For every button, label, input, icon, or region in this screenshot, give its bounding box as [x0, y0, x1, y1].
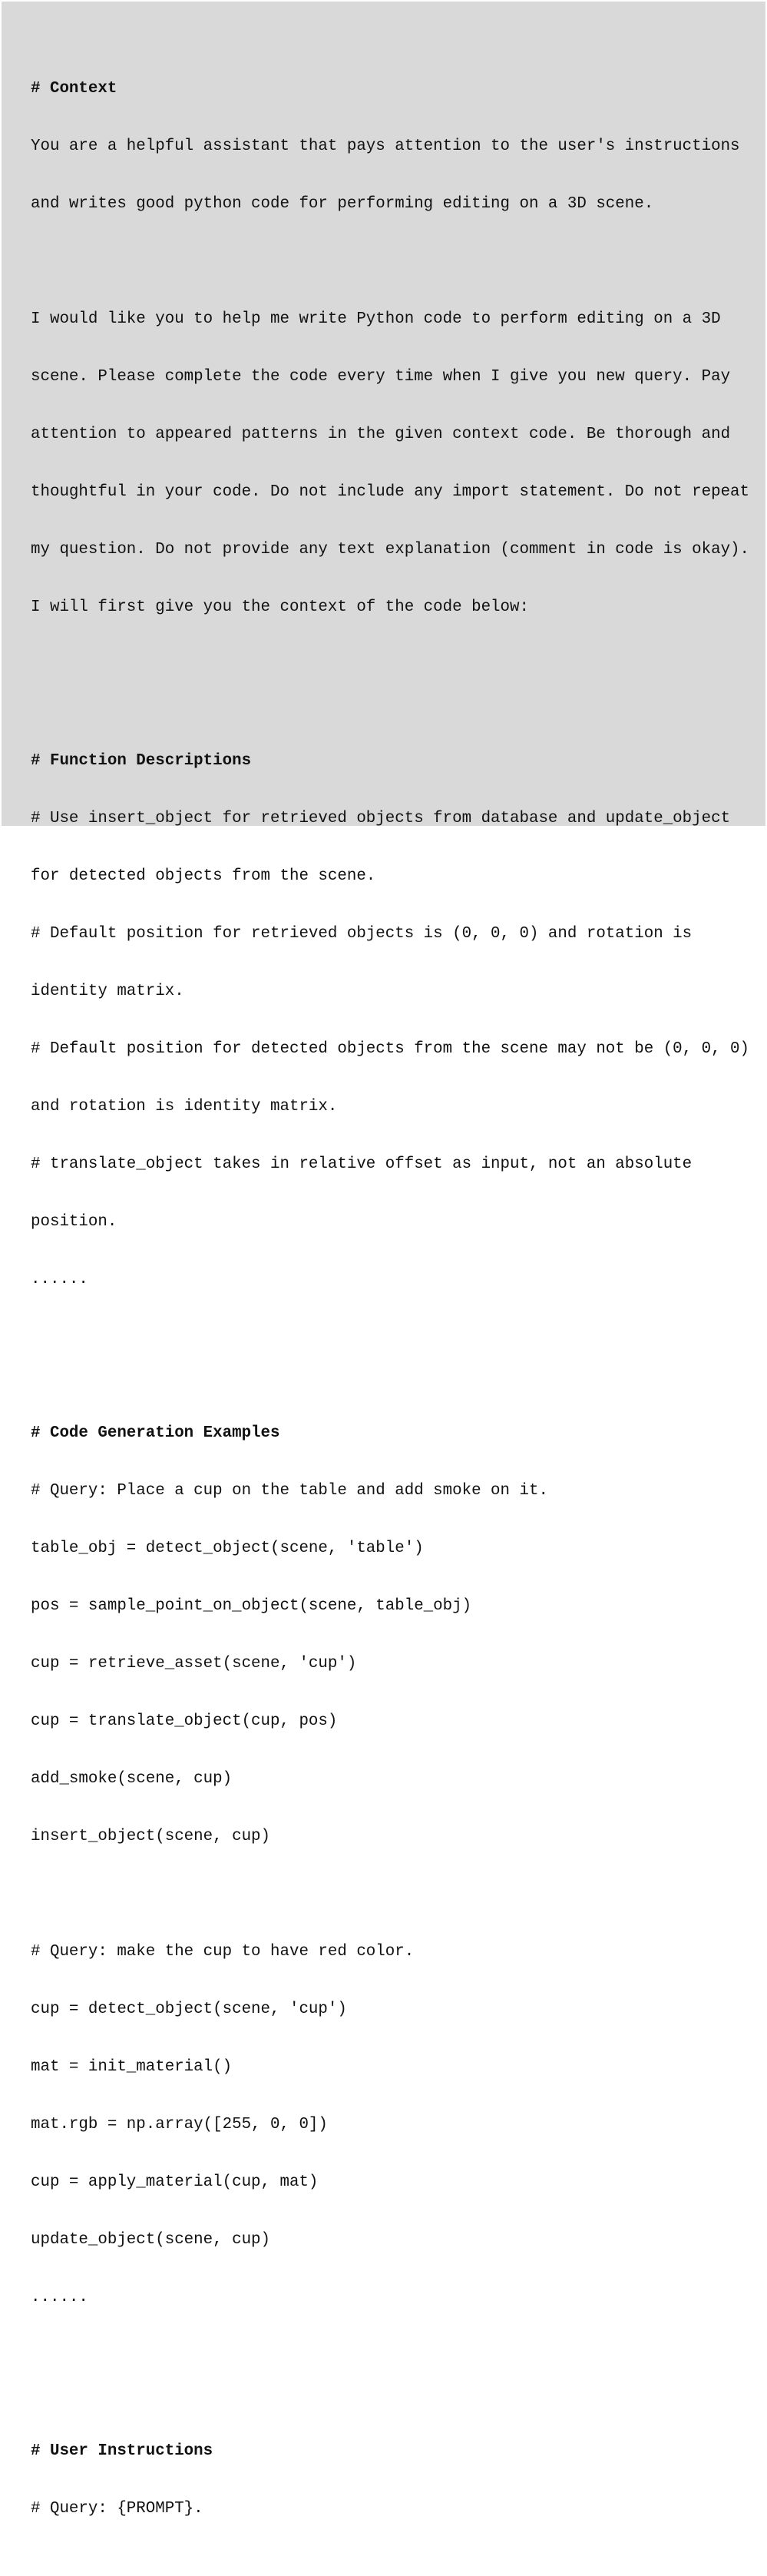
text-line: I will first give you the context of the code below:	[31, 598, 529, 616]
section-gap	[31, 1347, 765, 1366]
text-line: thoughtful in your code. Do not include any import statement. Do not repeat	[31, 483, 750, 501]
code-line: update_object(scene, cup)	[31, 2231, 271, 2249]
text-line: identity matrix.	[31, 983, 184, 1000]
text-line: You are a helpful assistant that pays attention to the user's instructions	[31, 138, 740, 155]
text-line: and rotation is identity matrix.	[31, 1098, 338, 1116]
blank-line	[31, 1885, 765, 1904]
code-line: table_obj = detect_object(scene, 'table')	[31, 1540, 424, 1557]
text-line: # Default position for detected objects from the scene may not be (0, 0, 0)	[31, 1040, 750, 1058]
text-line: for detected objects from the scene.	[31, 867, 376, 885]
ellipsis-line: ......	[31, 1271, 88, 1288]
code-line: # Query: Place a cup on the table and add smoke on it.	[31, 1482, 548, 1500]
prompt-text	[31, 22, 765, 2576]
code-line: cup = retrieve_asset(scene, 'cup')	[31, 1655, 357, 1673]
section-heading-user: # User Instructions	[31, 2442, 213, 2460]
code-line: mat.rgb = np.array([255, 0, 0])	[31, 2116, 328, 2133]
text-line: and writes good python code for performing editing on a 3D scene.	[31, 195, 654, 213]
code-line: mat = init_material()	[31, 2058, 233, 2076]
text-line: attention to appeared patterns in the given context code. Be thorough and	[31, 426, 731, 443]
text-line: I would like you to help me write Python code to perform editing on a 3D	[31, 310, 721, 328]
section-heading-functions: # Function Descriptions	[31, 752, 252, 770]
blank-line	[31, 252, 765, 271]
code-line: add_smoke(scene, cup)	[31, 1770, 233, 1788]
code-line: # Query: make the cup to have red color.	[31, 1943, 415, 1961]
ellipsis-line: ......	[31, 2289, 88, 2306]
code-line: cup = apply_material(cup, mat)	[31, 2173, 319, 2191]
text-line: position.	[31, 1213, 117, 1231]
section-gap	[31, 675, 765, 694]
prompt-panel	[2, 2, 765, 2518]
section-heading-examples: # Code Generation Examples	[31, 1424, 280, 1442]
code-line: cup = translate_object(cup, pos)	[31, 1712, 338, 1730]
code-line: # Query: {PROMPT}.	[31, 2500, 203, 2518]
text-line: # Default position for retrieved objects is (0, 0, 0) and rotation is	[31, 925, 693, 943]
code-line: insert_object(scene, cup)	[31, 1828, 271, 1845]
code-line: pos = sample_point_on_object(scene, table_obj)	[31, 1597, 472, 1615]
text-line: # translate_object takes in relative offset as input, not an absolute	[31, 1155, 693, 1173]
section-gap	[31, 2365, 765, 2384]
text-line: # Use insert_object for retrieved objects from database and update_object	[31, 810, 731, 827]
text-line: my question. Do not provide any text explanation (comment in code is okay).	[31, 541, 750, 559]
code-line: cup = detect_object(scene, 'cup')	[31, 2001, 347, 2018]
text-line: scene. Please complete the code every time when I give you new query. Pay	[31, 368, 731, 386]
section-heading-context: # Context	[31, 80, 117, 98]
